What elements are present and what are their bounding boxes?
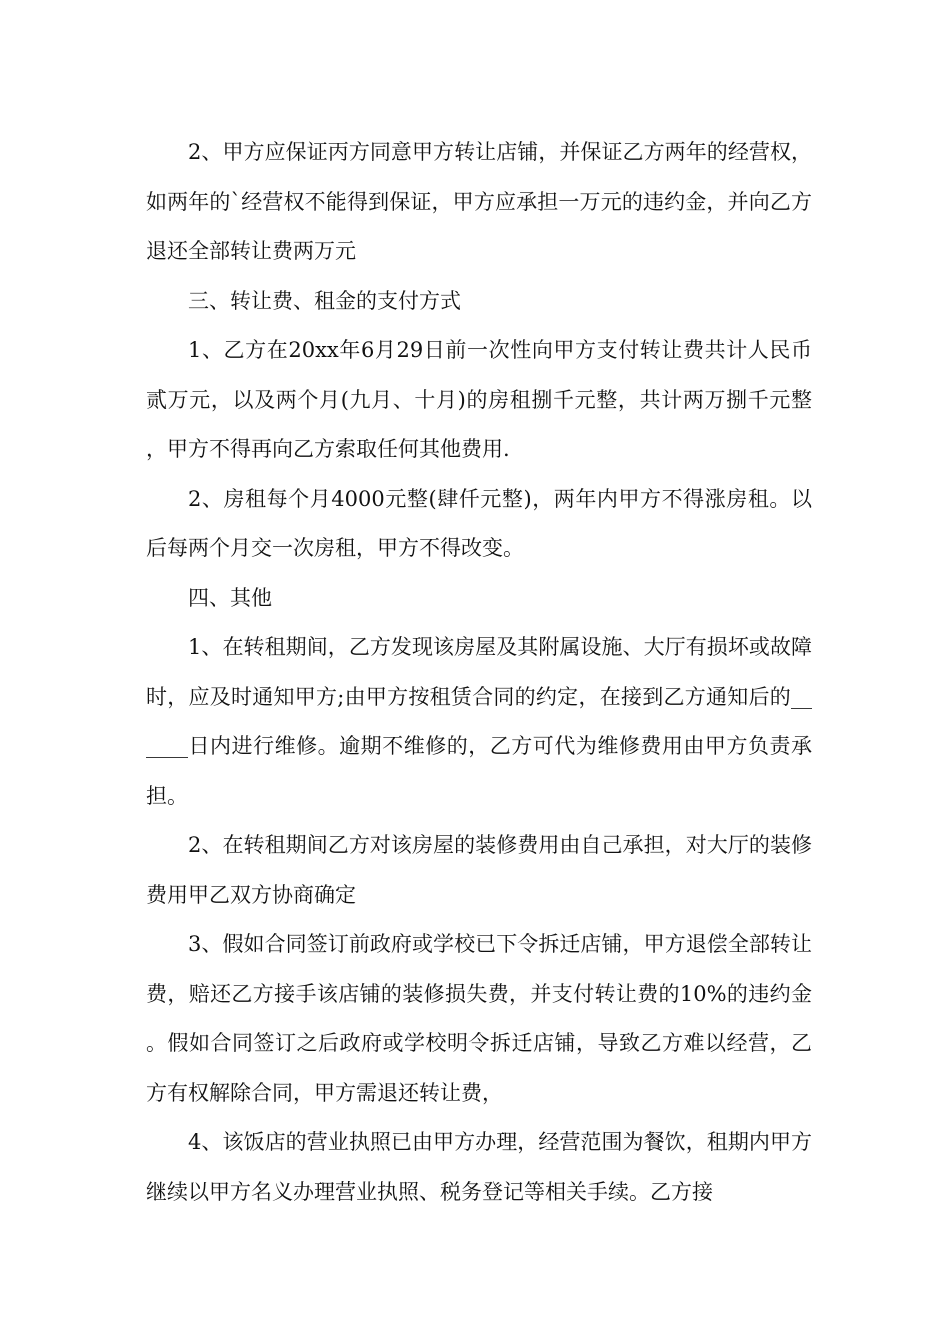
paragraph-payment-2: 2、房租每个月4000元整(肆仟元整)，两年内甲方不得涨房租。以后每两个月交一次房租，甲方不得改变。 xyxy=(146,486,812,560)
section-heading-payment: 三、转让费、租金的支付方式 xyxy=(188,288,461,313)
paragraph-payment-1: 1、乙方在20xx年6月29日前一次性向甲方支付转让费共计人民币贰万元，以及两个月(九月、十月)的房租捌千元整，共计两万捌千元整，甲方不得再向乙方索取任何其他费用. xyxy=(146,338,812,461)
contract-body xyxy=(146,128,812,1217)
paragraph-other-2: 2、在转租期间乙方对该房屋的装修费用由自己承担，对大厅的装修费用甲乙双方协商确定 xyxy=(146,833,812,907)
paragraph-other-3: 3、假如合同签订前政府或学校已下令拆迁店铺，甲方退偿全部转让费，赔还乙方接手该店铺的装修损失费，并支付转让费的10%的违约金。假如合同签订之后政府或学校明令拆迁店铺，导致乙方难以经营，乙方有权解除合同，甲方需退还转让费， xyxy=(146,932,812,1105)
section-heading-other: 四、其他 xyxy=(188,585,272,610)
paragraph-other-4: 4、该饭店的营业执照已由甲方办理，经营范围为餐饮，租期内甲方继续以甲方名义办理营业执照、税务登记等相关手续。乙方接 xyxy=(146,1130,812,1204)
paragraph-other-1: 1、在转租期间，乙方发现该房屋及其附属设施、大厅有损坏或故障时，应及时通知甲方;由甲方按租赁合同的约定，在接到乙方通知后的______日内进行维修。逾期不维修的，乙方可代为维修费用由甲方负责承担。 xyxy=(146,635,812,808)
paragraph-clause-2-guarantee: 2、甲方应保证丙方同意甲方转让店铺，并保证乙方两年的经营权，如两年的`经营权不能得到保证，甲方应承担一万元的违约金，并向乙方退还全部转让费两万元 xyxy=(146,140,812,263)
